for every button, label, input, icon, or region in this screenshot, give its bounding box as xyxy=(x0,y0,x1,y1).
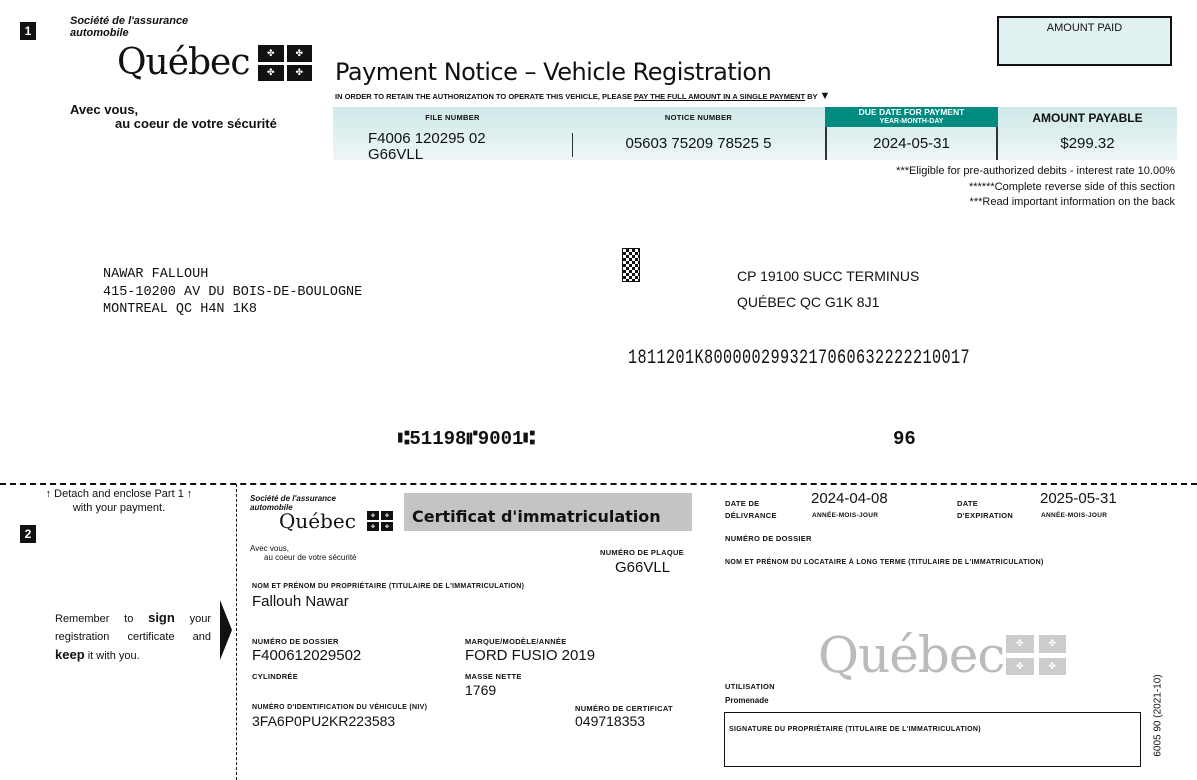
agency-line: Société de l'assurance xyxy=(70,15,189,27)
instruction-text: BY xyxy=(805,92,818,101)
due-date-value: 2024-05-31 xyxy=(873,135,950,152)
address-line: QUÉBEC QC G1K 8J1 xyxy=(737,294,880,310)
cert-quebec-logo: Québec xyxy=(279,509,356,533)
reminder-text: your registration certificate and xyxy=(55,613,211,643)
agency-line: Société de l'assurance xyxy=(250,494,336,503)
label-line: DATE xyxy=(957,499,979,508)
arrow-right-icon xyxy=(220,600,232,660)
label-line: D'EXPIRATION xyxy=(957,511,1014,520)
agency-line: automobile xyxy=(250,503,293,512)
file-label-2: NUMÉRO DE DOSSIER xyxy=(725,534,812,543)
triangle-down-icon: ▼ xyxy=(819,90,831,102)
issue-date-value: 2024-04-08 xyxy=(811,490,888,507)
label-line: DATE DE xyxy=(725,499,760,508)
label-line: DÉLIVRANCE xyxy=(725,511,777,520)
detach-text: Detach and enclose Part 1 xyxy=(54,488,184,500)
mass-value: 1769 xyxy=(465,682,497,698)
make-label: MARQUE/MODÈLE/ANNÉE xyxy=(465,637,567,646)
ocr-line: 1811201K8000002993217060632222210017 xyxy=(628,347,971,370)
instruction-text: IN ORDER TO RETAIN THE AUTHORIZATION TO OPERATE THIS VEHICLE, PLEASE xyxy=(335,92,635,101)
slogan-line: Avec vous, xyxy=(250,544,289,553)
quebec-logo: Québec xyxy=(117,42,250,83)
date-format: ANNÉE-MOIS-JOUR xyxy=(812,512,879,519)
quebec-watermark: Québec xyxy=(818,626,1005,684)
sign-reminder xyxy=(55,609,211,665)
reminder-keep: keep xyxy=(55,647,85,662)
part-number-2: 2 xyxy=(20,525,36,543)
instruction-emphasis: PAY THE FULL AMOUNT IN A SINGLE PAYMENT xyxy=(634,92,806,101)
divider-vertical xyxy=(236,484,237,780)
reminder-text: it with you. xyxy=(84,650,140,662)
notes xyxy=(896,164,1175,211)
cert-number-value: 049718353 xyxy=(575,713,646,729)
due-date-label: DUE DATE FOR PAYMENT xyxy=(858,107,965,117)
recipient-address xyxy=(103,266,362,319)
certificate-title xyxy=(404,493,692,531)
cert-slogan xyxy=(250,544,357,562)
note: ***Read important information on the back xyxy=(969,196,1175,208)
make-value: FORD FUSIO 2019 xyxy=(465,647,596,664)
plate-value: G66VLL xyxy=(615,559,671,576)
quebec-flag-icon: ✤ ✤ ✤ ✤ xyxy=(258,45,312,81)
return-address xyxy=(737,263,919,315)
plate-value: G66VLL xyxy=(368,146,424,163)
note: ***Eligible for pre-authorized debits - interest rate 10.00% xyxy=(896,165,1175,177)
plate-label: NUMÉRO DE PLAQUE xyxy=(600,548,684,557)
micr-line: ⑆51198⑈9001⑆ xyxy=(398,428,535,450)
expiry-date-value: 2025-05-31 xyxy=(1040,490,1117,507)
form-code: 6005 90 (2021-10) xyxy=(1152,674,1164,757)
page-title: Payment Notice – Vehicle Registration xyxy=(335,58,772,86)
payment-table xyxy=(333,107,1177,163)
reminder-text: Remember to xyxy=(55,613,149,625)
slogan-line: Avec vous, xyxy=(70,102,139,117)
detach-instruction: ↑ Detach and enclose Part 1 ↑ with your payment. xyxy=(14,487,224,515)
agency-line: automobile xyxy=(70,27,129,39)
amount-paid-label: AMOUNT PAID xyxy=(1046,22,1123,34)
notice-number-label: NOTICE NUMBER xyxy=(664,113,733,122)
amount-payable-label: AMOUNT PAYABLE xyxy=(1032,111,1143,125)
note: ******Complete reverse side of this section xyxy=(968,180,1175,193)
owner-value: Fallouh Nawar xyxy=(252,593,349,610)
slogan xyxy=(70,103,277,131)
datamatrix-barcode xyxy=(622,248,640,282)
cylinder-label: CYLINDRÉE xyxy=(252,672,299,681)
issue-date-label xyxy=(725,498,777,522)
use-value: Promenade xyxy=(725,696,769,705)
due-date-header xyxy=(825,107,998,127)
part-number-1: 1 xyxy=(20,22,36,40)
address-line: NAWAR FALLOUH xyxy=(103,267,209,282)
vin-label: NUMÉRO D'IDENTIFICATION DU VÉHICULE (NIV) xyxy=(252,704,428,711)
micr-right: 96 xyxy=(893,428,916,450)
file-label: NUMÉRO DE DOSSIER xyxy=(252,637,339,646)
cert-number-label: NUMÉRO DE CERTIFICAT xyxy=(575,704,673,713)
address-line: MONTREAL QC H4N 1K8 xyxy=(103,302,257,317)
address-line: CP 19100 SUCC TERMINUS xyxy=(737,268,920,284)
use-label: UTILISATION xyxy=(725,682,775,691)
detach-text: with your payment. xyxy=(72,502,166,514)
file-number-value: F4006 120295 02 xyxy=(368,130,486,147)
reminder-sign: sign xyxy=(148,610,175,625)
signature-field[interactable] xyxy=(724,712,1141,767)
quebec-flag-icon: ✤ ✤ ✤ ✤ xyxy=(367,511,393,531)
payment-instruction xyxy=(335,90,830,102)
amount-paid-box[interactable] xyxy=(997,16,1172,66)
detach-line xyxy=(0,483,1197,485)
address-line: 415-10200 AV DU BOIS-DE-BOULOGNE xyxy=(103,284,363,300)
agency-name xyxy=(70,15,188,39)
expiry-date-label xyxy=(957,498,1013,522)
file-number xyxy=(368,131,486,163)
certificate-title-text: Certificat d'immatriculation xyxy=(412,507,661,526)
file-value: F400612029502 xyxy=(252,647,362,664)
slogan-line: au coeur de votre sécurité xyxy=(264,553,357,562)
date-format: ANNÉE-MOIS-JOUR xyxy=(1041,512,1108,519)
due-date-format: YEAR-MONTH-DAY xyxy=(879,118,944,125)
quebec-flag-watermark-icon: ✤ ✤ ✤ ✤ xyxy=(1006,635,1066,675)
amount-payable-value: $299.32 xyxy=(1060,135,1115,152)
vin-value: 3FA6P0PU2KR223583 xyxy=(252,713,396,729)
mass-label: MASSE NETTE xyxy=(465,672,522,681)
slogan-line: au coeur de votre sécurité xyxy=(115,116,277,131)
owner-label: NOM ET PRÉNOM DU PROPRIÉTAIRE (TITULAIRE DE L'IMMATRICULATION) xyxy=(252,583,525,590)
signature-label: SIGNATURE DU PROPRIÉTAIRE (TITULAIRE DE L'IMMATRICULATION) xyxy=(729,726,981,733)
lessee-label: NOM ET PRÉNOM DU LOCATAIRE À LONG TERME (TITULAIRE DE L'IMMATRICULATION) xyxy=(725,559,1044,566)
notice-number-value: 05603 75209 78525 5 xyxy=(625,135,772,152)
file-number-label: FILE NUMBER xyxy=(425,113,480,122)
